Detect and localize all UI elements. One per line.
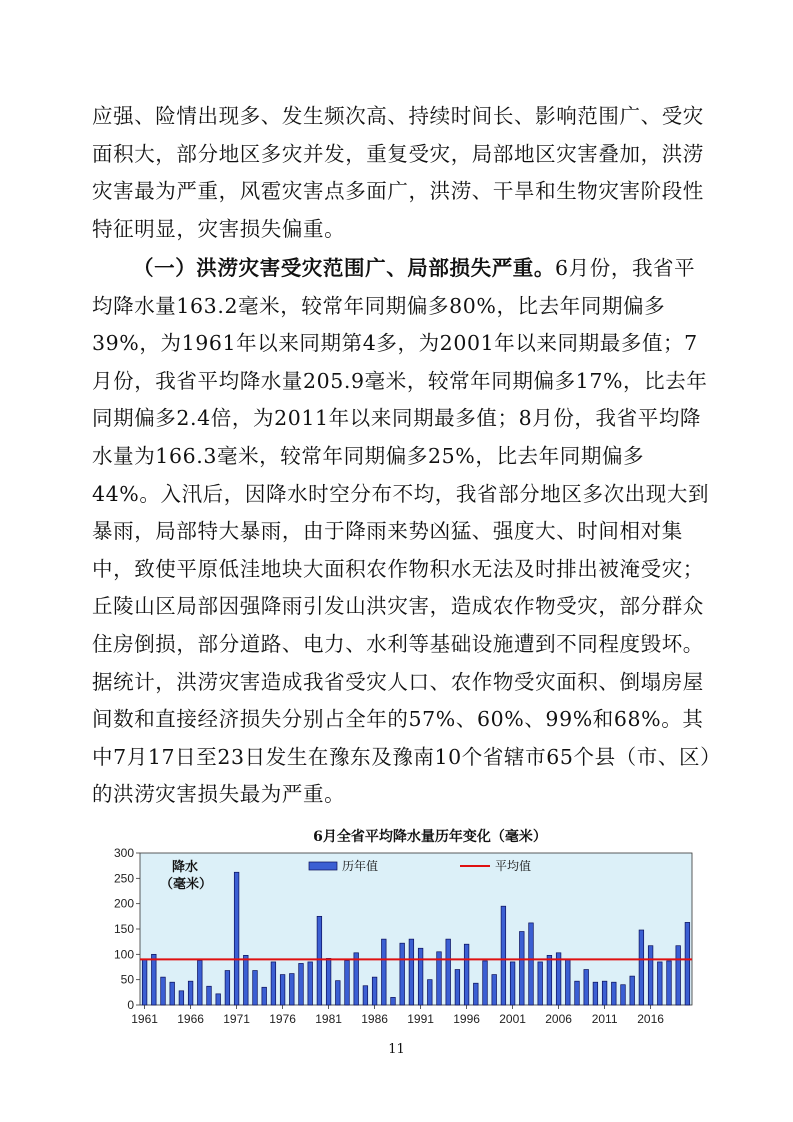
page-number: 11 (388, 1042, 405, 1057)
legend-line-label: 平均值 (495, 859, 532, 873)
x-tick-label: 2011 (591, 1012, 618, 1026)
bar-1964 (170, 982, 175, 1005)
bar-1980 (317, 916, 322, 1005)
bar-1965 (179, 991, 184, 1005)
bar-1998 (483, 961, 488, 1005)
bar-1984 (354, 953, 359, 1005)
bar-2015 (639, 930, 644, 1005)
bar-1988 (391, 997, 396, 1005)
bar-1990 (409, 939, 414, 1005)
bar-1963 (161, 977, 166, 1005)
bar-1995 (455, 970, 460, 1005)
x-axis (131, 1005, 664, 1026)
bar-1987 (382, 939, 387, 1005)
x-tick-label: 1976 (269, 1012, 296, 1026)
bar-1978 (299, 963, 304, 1005)
paragraph-intro: 应强、险情出现多、发生频次高、持续时间长、影响范围广、受灾面积大，部分地区多灾并发，重复受灾，局部地区灾害叠加，洪涝灾害最为严重，风雹灾害点多面广，洪涝、干旱和生物灾害阶段性特征明显，灾害损失偏重。 (92, 104, 704, 241)
bar-2017 (658, 962, 663, 1005)
bar-2011 (602, 981, 607, 1005)
bar-1996 (464, 944, 469, 1005)
bar-2009 (584, 970, 589, 1005)
bar-1983 (345, 960, 350, 1005)
bar-1961 (142, 959, 147, 1005)
bar-1999 (492, 975, 497, 1005)
x-tick-label: 1986 (361, 1012, 388, 1026)
y-tick-label: 100 (113, 947, 134, 962)
bar-1992 (428, 980, 433, 1005)
bar-1976 (280, 975, 285, 1005)
y-tick-label: 150 (113, 922, 134, 936)
bar-2013 (621, 985, 626, 1005)
bar-2004 (538, 962, 543, 1005)
bar-1977 (290, 974, 295, 1005)
y-axis (114, 846, 140, 1012)
y-tick-label: 250 (113, 871, 134, 886)
bar-2006 (556, 953, 561, 1005)
bar-2007 (566, 959, 571, 1005)
bar-1991 (418, 948, 423, 1005)
bar-1989 (400, 943, 405, 1005)
bar-1967 (198, 960, 203, 1005)
bar-1970 (225, 971, 230, 1005)
x-tick-label: 1991 (407, 1012, 434, 1026)
x-tick-label: 1981 (315, 1012, 342, 1026)
bar-1974 (262, 987, 267, 1005)
bar-2008 (575, 981, 580, 1005)
bar-1979 (308, 962, 313, 1005)
bar-2000 (501, 906, 506, 1005)
y-tick-label: 0 (127, 998, 134, 1012)
bar-1985 (363, 986, 368, 1005)
bar-1962 (152, 954, 157, 1005)
section-heading: （一）洪涝灾害受灾范围广、局部损失严重。 (133, 256, 555, 280)
x-tick-label: 2001 (499, 1012, 526, 1026)
x-tick-label: 2006 (545, 1012, 572, 1026)
bar-2012 (612, 982, 617, 1005)
bar-1982 (336, 981, 341, 1005)
bar-1966 (188, 981, 193, 1005)
bar-1971 (234, 872, 239, 1005)
bar-1981 (326, 958, 331, 1005)
y-tick-label: 50 (120, 972, 134, 987)
plot-area (140, 853, 692, 1005)
bar-2018 (667, 961, 672, 1005)
x-tick-label: 1961 (131, 1012, 158, 1026)
bar-2001 (510, 962, 515, 1005)
legend-bar-swatch (309, 862, 337, 870)
bar-2014 (630, 976, 635, 1005)
y-axis-label: 降水 (172, 860, 199, 875)
bar-2019 (676, 946, 681, 1005)
bar-1986 (372, 977, 377, 1005)
bar-2002 (520, 932, 525, 1005)
section-body: 6月份，我省平均降水量163.2毫米，较常年同期偏多80%，比去年同期偏多39%，为1961年以来同期第4多，为2001年以来同期最多值；7月份，我省平均降水量205.9毫米，较常年同期偏多17%，比去年同期偏多2.4倍，为2011年以来同期最多值；8月份，我省平均降水量为166.3毫米，较常年同期偏多25%，比去年同期偏多44%。入汛后，因降水时空分布不均，我省部分地区多次出现大到暴雨，局部特大暴雨，由于降雨来势凶猛、强度大、时间相对集中，致使平原低洼地块大面积农作物积水无法及时排出被淹受灾；丘陵山区局部因强降雨引发山洪灾害，造成农作物受灾，部分群众住房倒损，部分道路、电力、水利等基础设施遭到不同程度毁坏。据统计，洪涝灾害造成我省受灾人口、农作物受灾面积、倒塌房屋间数和直接经济损失分别占全年的57%、60%、99%和68%。其中7月17日至23日发生在豫东及豫南10个省辖市65个县（市、区）的洪涝灾害损失最为严重。 (92, 256, 711, 807)
bar-1969 (216, 994, 221, 1005)
y-axis-unit: （毫米） (160, 877, 213, 892)
bar-1975 (271, 962, 276, 1005)
bar-1997 (474, 983, 479, 1005)
x-tick-label: 2016 (637, 1012, 664, 1026)
bar-2003 (529, 923, 534, 1005)
paragraph-flood (92, 250, 712, 814)
bar-2020 (685, 922, 690, 1005)
bar-1968 (207, 986, 212, 1005)
legend-bar-label: 历年值 (342, 859, 379, 873)
chart-title: 6月全省平均降水量历年变化（毫米） (313, 829, 547, 845)
x-tick-label: 1966 (177, 1012, 204, 1026)
bar-2010 (593, 982, 598, 1005)
bar-2005 (547, 955, 552, 1005)
y-tick-label: 200 (113, 896, 134, 911)
bar-1972 (244, 955, 249, 1005)
y-tick-label: 300 (113, 846, 134, 860)
bar-1973 (253, 971, 258, 1005)
rainfall-bar-chart (110, 843, 710, 1031)
bar-1994 (446, 939, 451, 1005)
x-tick-label: 1996 (453, 1012, 480, 1026)
x-tick-label: 1971 (223, 1012, 250, 1026)
bar-2016 (648, 946, 653, 1005)
